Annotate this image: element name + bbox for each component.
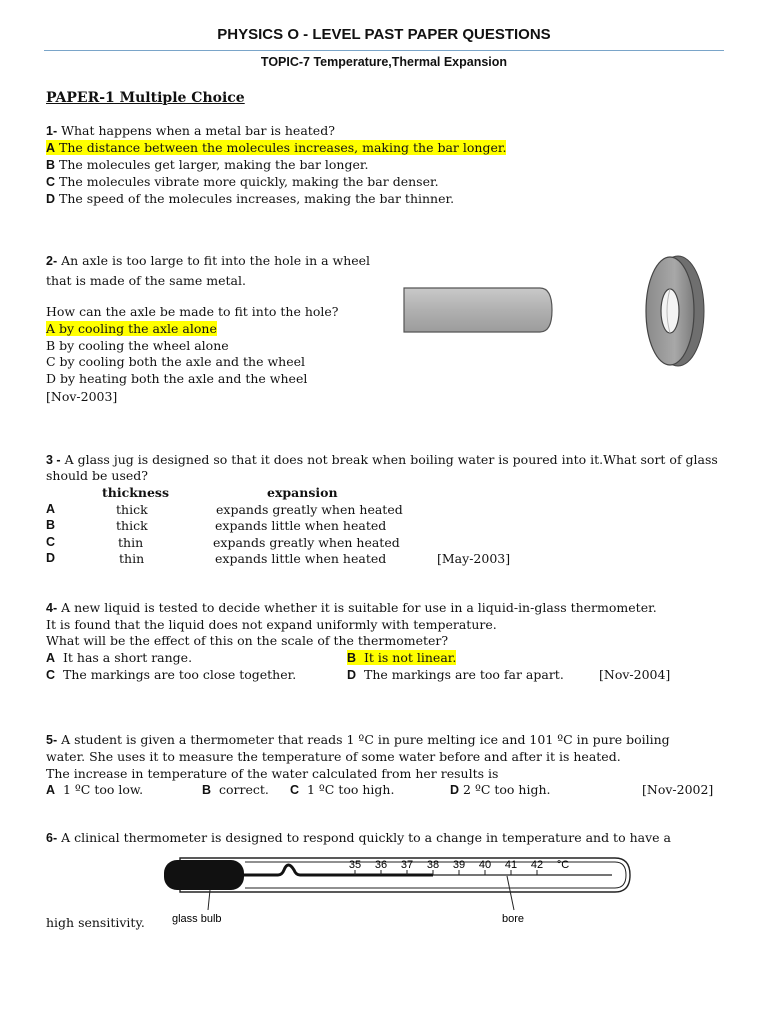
q2-reference: [Nov-2003] xyxy=(46,389,118,404)
q2-number: 2- xyxy=(46,254,58,268)
q3-row-b-thickness: thick xyxy=(116,518,148,533)
q6-number: 6- xyxy=(46,831,58,845)
topic-heading: TOPIC-7 Temperature,Thermal Expansion xyxy=(260,55,508,69)
wheel-illustration xyxy=(640,252,706,370)
thermometer-tick-label: 39 xyxy=(452,859,466,871)
q3-row-d-expansion: expands little when heated xyxy=(215,551,387,566)
q3-row-d-thickness: thin xyxy=(119,551,145,566)
q3-row-a-letter: A xyxy=(46,502,56,516)
q3-row-b-expansion: expands little when heated xyxy=(215,518,387,533)
q4-option-d-text: The markings are too far apart. xyxy=(363,667,564,682)
q1-option-b-letter: B xyxy=(46,158,56,172)
q5-option-b-letter: B xyxy=(202,783,212,797)
q1-stem xyxy=(46,122,335,140)
q3-row-c-thickness: thin xyxy=(118,535,144,550)
q4-option-b-text: It is not linear. xyxy=(363,650,457,665)
q3-row-c-expansion: expands greatly when heated xyxy=(213,535,400,550)
q4-option-a-text: It has a short range. xyxy=(62,650,193,665)
glass-bulb-label: glass bulb xyxy=(172,913,222,925)
q4-stem-text: A new liquid is tested to decide whether it is suitable for use in a liquid-in-glass thermometer. xyxy=(57,600,657,615)
q5-option-d xyxy=(450,781,550,799)
q4-option-b-letter: B xyxy=(347,651,357,665)
q4-option-c xyxy=(46,666,296,684)
q3-col-thickness: thickness xyxy=(102,485,169,500)
q1-option-b xyxy=(46,156,368,174)
q2-option-b: B by cooling the wheel alone xyxy=(46,338,229,353)
q4-option-a-letter: A xyxy=(46,651,56,665)
q5-option-b xyxy=(202,781,269,799)
q5-stem-line3: The increase in temperature of the water calculated from her results is xyxy=(46,766,499,781)
q2-stem-text: An axle is too large to fit into the hole in a wheel xyxy=(57,253,371,268)
q4-option-b xyxy=(347,649,456,667)
q4-option-c-text: The markings are too close together. xyxy=(62,667,297,682)
bore-label: bore xyxy=(502,913,525,925)
q4-option-d xyxy=(347,666,564,684)
q1-option-a-text: The distance between the molecules increases, making the bar longer. xyxy=(55,140,507,155)
q2-stem-line2: that is made of the same metal. xyxy=(46,273,246,288)
thermometer-tick-label: 38 xyxy=(426,859,440,871)
q5-stem-line1 xyxy=(46,731,670,749)
q6-stem-line2: high sensitivity. xyxy=(46,915,145,930)
q4-reference: [Nov-2004] xyxy=(599,667,671,682)
q2-question: How can the axle be made to fit into the hole? xyxy=(46,304,339,319)
q3-row-d-letter: D xyxy=(46,551,56,565)
thermometer-tick-label: 36 xyxy=(374,859,388,871)
q4-number: 4- xyxy=(46,601,58,615)
q5-option-c-letter: C xyxy=(290,783,300,797)
q4-stem-line2: It is found that the liquid does not expand uniformly with temperature. xyxy=(46,617,497,632)
page-title: PHYSICS O - LEVEL PAST PAPER QUESTIONS xyxy=(217,26,551,43)
q4-option-c-letter: C xyxy=(46,668,56,682)
q5-option-a-text: 1 ºC too low. xyxy=(62,782,144,797)
q1-option-c-letter: C xyxy=(46,175,56,189)
q4-stem-line3: What will be the effect of this on the scale of the thermometer? xyxy=(46,633,449,648)
q1-number: 1- xyxy=(46,124,58,138)
q5-option-a xyxy=(46,781,143,799)
title-divider xyxy=(44,50,724,51)
thermometer-tick-label: 41 xyxy=(504,859,518,871)
thermometer-tick-label: 42 xyxy=(530,859,544,871)
q3-stem-line2: should be used? xyxy=(46,468,148,483)
q3-row-a-expansion: expands greatly when heated xyxy=(216,502,403,517)
q1-option-c xyxy=(46,173,439,191)
q4-stem-line1 xyxy=(46,599,657,617)
q3-stem-text: A glass jug is designed so that it does not break when boiling water is poured into it.What sort of glass xyxy=(60,452,718,467)
q3-number: 3 - xyxy=(46,453,61,467)
thermometer-tick-label: 35 xyxy=(348,859,362,871)
q1-stem-text: What happens when a metal bar is heated? xyxy=(57,123,335,138)
q5-stem-line2: water. She uses it to measure the temperature of some water before and after it is heated. xyxy=(46,749,621,764)
q5-stem-text: A student is given a thermometer that reads 1 ºC in pure melting ice and 101 ºC in pure boiling xyxy=(57,732,670,747)
q3-reference: [May-2003] xyxy=(437,551,511,566)
q4-option-d-letter: D xyxy=(347,668,357,682)
q3-col-expansion: expansion xyxy=(267,485,338,500)
q1-option-d xyxy=(46,190,454,208)
q5-option-b-text: correct. xyxy=(218,782,269,797)
thermometer-tick-label: 37 xyxy=(400,859,414,871)
thermometer-tick-label: °C xyxy=(556,859,570,871)
q2-option-a xyxy=(46,320,217,337)
q3-row-b-letter: B xyxy=(46,518,56,532)
q2-stem-line1 xyxy=(46,252,370,270)
q5-reference: [Nov-2002] xyxy=(642,782,714,797)
q5-option-d-letter: D xyxy=(450,783,460,797)
q1-option-c-text: The molecules vibrate more quickly, making the bar denser. xyxy=(55,174,439,189)
q3-row-a-thickness: thick xyxy=(116,502,148,517)
q1-option-d-text: The speed of the molecules increases, making the bar thinner. xyxy=(55,191,455,206)
q1-option-b-text: The molecules get larger, making the bar longer. xyxy=(55,157,369,172)
q6-stem-line1 xyxy=(46,829,671,847)
q5-option-c xyxy=(290,781,394,799)
q1-option-d-letter: D xyxy=(46,192,56,206)
q6-stem-text: A clinical thermometer is designed to respond quickly to a change in temperature and to have a xyxy=(57,830,671,845)
q5-option-c-text: 1 ºC too high. xyxy=(306,782,395,797)
q1-option-a-letter: A xyxy=(46,141,56,155)
thermometer-tick-label: 40 xyxy=(478,859,492,871)
q3-row-c-letter: C xyxy=(46,535,56,549)
q1-option-a xyxy=(46,139,506,157)
q5-option-a-letter: A xyxy=(46,783,56,797)
q5-option-d-text: 2 ºC too high. xyxy=(463,782,551,797)
q2-option-a-text: A by cooling the axle alone xyxy=(46,321,217,336)
clinical-thermometer-diagram xyxy=(150,848,640,930)
q2-option-c: C by cooling both the axle and the wheel xyxy=(46,354,306,369)
q4-option-a xyxy=(46,649,192,667)
q5-number: 5- xyxy=(46,733,58,747)
axle-illustration xyxy=(400,284,560,336)
q2-option-d: D by heating both the axle and the wheel xyxy=(46,371,308,386)
paper-heading: PAPER-1 Multiple Choice xyxy=(46,90,245,106)
